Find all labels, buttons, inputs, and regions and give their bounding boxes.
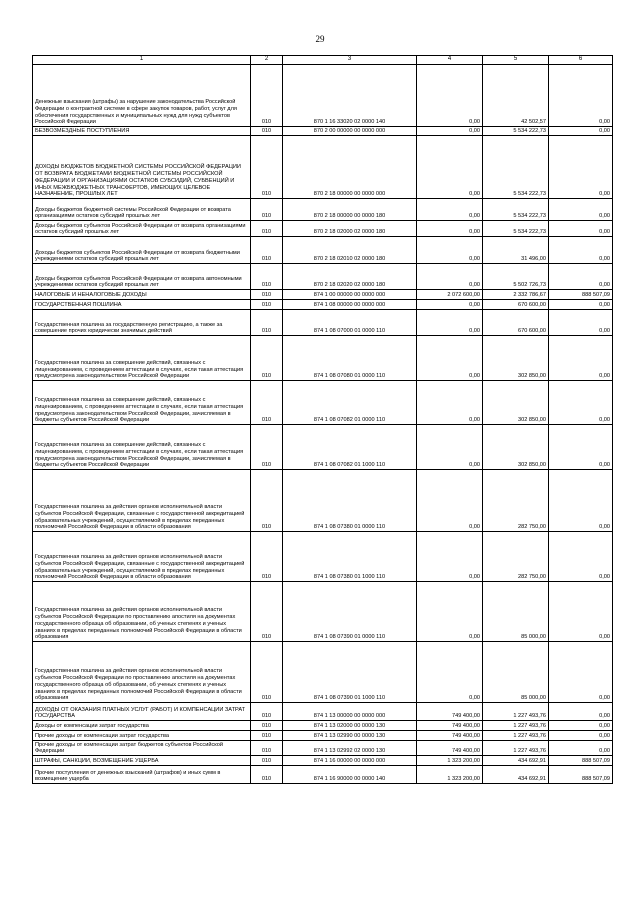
row-column-6-value: 0,00: [549, 127, 613, 136]
row-budget-code: 874 1 08 07082 01 0000 110: [283, 381, 417, 425]
row-name: Прочие доходы от компенсации затрат государства: [33, 731, 251, 741]
row-column-5-value: 1 227 493,76: [483, 741, 549, 756]
column-header: 6: [549, 56, 613, 65]
row-column-6-value: 888 507,09: [549, 756, 613, 766]
row-column-4-value: 0,00: [417, 642, 483, 703]
row-name: Государственная пошлина за совершение действий, связанных с лицензированием, с проведением аттестации в случаях, если такая аттестация предусмотрена законодательством Российской Федерации: [33, 336, 251, 381]
row-line-code: 010: [251, 300, 283, 310]
row-line-code: 010: [251, 264, 283, 290]
row-column-4-value: 2 072 600,00: [417, 290, 483, 300]
row-column-4-value: 749 400,00: [417, 721, 483, 731]
row-column-6-value: 0,00: [549, 381, 613, 425]
row-column-5-value: 5 534 222,73: [483, 221, 549, 237]
row-line-code: 010: [251, 741, 283, 756]
row-budget-code: 874 1 08 07080 01 0000 110: [283, 336, 417, 381]
row-line-code: 010: [251, 642, 283, 703]
row-line-code: 010: [251, 381, 283, 425]
row-column-4-value: 749 400,00: [417, 731, 483, 741]
row-line-code: 010: [251, 136, 283, 199]
row-name: Доходы бюджетов субъектов Российской Федерации от возврата организациями остатков субсидий прошлых лет: [33, 221, 251, 237]
row-column-4-value: 0,00: [417, 65, 483, 127]
row-budget-code: 874 1 16 90000 00 0000 140: [283, 766, 417, 784]
row-budget-code: 874 1 08 07390 01 0000 110: [283, 582, 417, 642]
row-column-6-value: 0,00: [549, 136, 613, 199]
row-column-5-value: 1 227 493,76: [483, 703, 549, 721]
row-budget-code: 874 1 13 02000 00 0000 130: [283, 721, 417, 731]
row-column-4-value: 749 400,00: [417, 741, 483, 756]
row-budget-code: 874 1 08 07380 01 0000 110: [283, 470, 417, 532]
row-name: Доходы бюджетов бюджетной системы Российской Федерации от возврата организациями остатков субсидий прошлых лет: [33, 199, 251, 221]
row-column-4-value: 0,00: [417, 381, 483, 425]
table-row: [33, 127, 613, 136]
row-column-6-value: 0,00: [549, 470, 613, 532]
row-line-code: 010: [251, 425, 283, 470]
table-row: [33, 766, 613, 784]
row-line-code: 010: [251, 221, 283, 237]
table-row: [33, 136, 613, 199]
row-budget-code: 874 1 08 07390 01 1000 110: [283, 642, 417, 703]
row-name: Доходы бюджетов субъектов Российской Федерации от возврата автономными учреждениями остатков субсидий прошлых лет: [33, 264, 251, 290]
row-column-5-value: 5 534 222,73: [483, 127, 549, 136]
row-name: Прочие доходы от компенсации затрат бюджетов субъектов Российской Федерации: [33, 741, 251, 756]
table-row: [33, 221, 613, 237]
row-line-code: 010: [251, 582, 283, 642]
row-name: Государственная пошлина за действия органов исполнительной власти субъектов Российской Федерации, связанные с государственной аккредитацией образовательных учреждений, осуществляемой в пределах переданных полномочий Российской Федерации в области образования: [33, 470, 251, 532]
column-header: 2: [251, 56, 283, 65]
row-column-4-value: 1 323 200,00: [417, 756, 483, 766]
table-row: [33, 264, 613, 290]
row-name: Государственная пошлина за действия органов исполнительной власти субъектов Российской Федерации, связанные с государственной аккредитацией образовательных учреждений, осуществляемой в пределах переданных полномочий Российской Федерации в области образования: [33, 532, 251, 582]
row-column-4-value: 0,00: [417, 199, 483, 221]
row-budget-code: 874 1 13 00000 00 0000 000: [283, 703, 417, 721]
column-header: 3: [283, 56, 417, 65]
row-column-5-value: 434 692,91: [483, 766, 549, 784]
row-column-5-value: 85 000,00: [483, 642, 549, 703]
row-column-6-value: 0,00: [549, 199, 613, 221]
row-budget-code: 874 1 13 02990 00 0000 130: [283, 731, 417, 741]
row-budget-code: 874 1 08 07000 01 0000 110: [283, 310, 417, 336]
row-column-6-value: 0,00: [549, 221, 613, 237]
row-column-5-value: 1 227 493,76: [483, 731, 549, 741]
row-column-5-value: 670 600,00: [483, 310, 549, 336]
table-row: [33, 65, 613, 127]
row-column-4-value: 0,00: [417, 532, 483, 582]
table-row: [33, 642, 613, 703]
row-column-4-value: 0,00: [417, 310, 483, 336]
row-name: БЕЗВОЗМЕЗДНЫЕ ПОСТУПЛЕНИЯ: [33, 127, 251, 136]
row-line-code: 010: [251, 532, 283, 582]
row-name: ШТРАФЫ, САНКЦИИ, ВОЗМЕЩЕНИЕ УЩЕРБА: [33, 756, 251, 766]
row-column-4-value: 1 323 200,00: [417, 766, 483, 784]
row-column-4-value: 0,00: [417, 127, 483, 136]
column-header: 5: [483, 56, 549, 65]
row-column-6-value: 0,00: [549, 741, 613, 756]
table-row: [33, 721, 613, 731]
table-row: [33, 470, 613, 532]
row-line-code: 010: [251, 756, 283, 766]
row-line-code: 010: [251, 470, 283, 532]
row-column-4-value: 0,00: [417, 336, 483, 381]
row-line-code: 010: [251, 65, 283, 127]
row-line-code: 010: [251, 310, 283, 336]
row-column-6-value: 0,00: [549, 300, 613, 310]
row-column-5-value: 434 692,91: [483, 756, 549, 766]
row-name: ДОХОДЫ БЮДЖЕТОВ БЮДЖЕТНОЙ СИСТЕМЫ РОССИЙСКОЙ ФЕДЕРАЦИИ ОТ ВОЗВРАТА БЮДЖЕТАМИ БЮДЖЕТНОЙ СИСТЕМЫ РОССИЙСКОЙ ФЕДЕРАЦИИ И ОРГАНИЗАЦИЯМИ ОСТАТКОВ СУБСИДИЙ, СУБВЕНЦИЙ И ИНЫХ МЕЖБЮДЖЕТНЫХ ТРАНСФЕРТОВ, ИМЕЮЩИХ ЦЕЛЕВОЕ НАЗНАЧЕНИЕ, ПРОШЛЫХ ЛЕТ: [33, 136, 251, 199]
row-budget-code: 874 1 08 00000 00 0000 000: [283, 300, 417, 310]
row-line-code: 010: [251, 199, 283, 221]
row-column-4-value: 0,00: [417, 300, 483, 310]
row-column-6-value: 888 507,09: [549, 766, 613, 784]
row-line-code: 010: [251, 336, 283, 381]
table-row: [33, 381, 613, 425]
row-column-5-value: 1 227 493,76: [483, 721, 549, 731]
row-column-4-value: 0,00: [417, 237, 483, 264]
row-name: НАЛОГОВЫЕ И НЕНАЛОГОВЫЕ ДОХОДЫ: [33, 290, 251, 300]
table-row: [33, 741, 613, 756]
row-column-5-value: 282 750,00: [483, 470, 549, 532]
row-column-5-value: 42 502,57: [483, 65, 549, 127]
row-name: Доходы бюджетов субъектов Российской Федерации от возврата бюджетными учреждениями остатков субсидий прошлых лет: [33, 237, 251, 264]
row-column-6-value: 0,00: [549, 582, 613, 642]
row-column-6-value: 0,00: [549, 336, 613, 381]
row-column-6-value: 0,00: [549, 642, 613, 703]
row-column-5-value: 670 600,00: [483, 300, 549, 310]
row-column-5-value: 302 850,00: [483, 381, 549, 425]
row-name: Доходы от компенсации затрат государства: [33, 721, 251, 731]
row-line-code: 010: [251, 731, 283, 741]
row-name: Государственная пошлина за действия органов исполнительной власти субъектов Российской Федерации по проставлению апостиля на документах государственного образца об образовании, об ученых степенях и ученых званиях в пределах переданных полномочий Российской Федерации в области образования: [33, 642, 251, 703]
table-row: [33, 425, 613, 470]
row-column-6-value: 0,00: [549, 532, 613, 582]
row-column-4-value: 0,00: [417, 582, 483, 642]
row-budget-code: 874 1 16 00000 00 0000 000: [283, 756, 417, 766]
table-header-row: [33, 56, 613, 65]
row-column-5-value: 5 534 222,73: [483, 199, 549, 221]
row-budget-code: 870 2 00 00000 00 0000 000: [283, 127, 417, 136]
row-budget-code: 870 2 18 02020 02 0000 180: [283, 264, 417, 290]
row-name: ГОСУДАРСТВЕННАЯ ПОШЛИНА: [33, 300, 251, 310]
row-column-6-value: 888 507,09: [549, 290, 613, 300]
row-column-4-value: 0,00: [417, 470, 483, 532]
column-header: 4: [417, 56, 483, 65]
row-column-4-value: 0,00: [417, 264, 483, 290]
row-name: Государственная пошлина за совершение действий, связанных с лицензированием, с проведением аттестации в случаях, если такая аттестация предусмотрена законодательством Российской Федерации, зачисляемая в бюджеты субъектов Российской Федерации: [33, 425, 251, 470]
row-column-5-value: 5 534 222,73: [483, 136, 549, 199]
row-column-6-value: 0,00: [549, 65, 613, 127]
row-column-5-value: 302 850,00: [483, 425, 549, 470]
row-column-6-value: 0,00: [549, 425, 613, 470]
row-column-5-value: 31 496,00: [483, 237, 549, 264]
row-column-4-value: 0,00: [417, 425, 483, 470]
row-name: Денежные взыскания (штрафы) за нарушение законодательства Российской Федерации о контрактной системе в сфере закупок товаров, работ, услуг для обеспечения государственных и муниципальных нужд для нужд субъектов Российской Федерации: [33, 65, 251, 127]
table-row: [33, 290, 613, 300]
row-column-6-value: 0,00: [549, 703, 613, 721]
table-row: [33, 756, 613, 766]
row-column-5-value: 282 750,00: [483, 532, 549, 582]
table-row: [33, 731, 613, 741]
row-column-5-value: 5 502 726,73: [483, 264, 549, 290]
row-name: Государственная пошлина за государственную регистрацию, а также за совершение прочих юридически значимых действий: [33, 310, 251, 336]
table-row: [33, 532, 613, 582]
table-row: [33, 582, 613, 642]
row-column-4-value: 0,00: [417, 136, 483, 199]
row-column-6-value: 0,00: [549, 310, 613, 336]
row-budget-code: 870 2 18 00000 00 0000 180: [283, 199, 417, 221]
row-budget-code: 870 2 18 02010 02 0000 180: [283, 237, 417, 264]
table-row: [33, 703, 613, 721]
row-name: Государственная пошлина за действия органов исполнительной власти субъектов Российской Федерации по проставлению апостиля на документах государственного образца об образовании, об ученых степенях и ученых званиях в пределах переданных полномочий Российской Федерации в области образования: [33, 582, 251, 642]
row-budget-code: 870 2 18 00000 00 0000 000: [283, 136, 417, 199]
row-line-code: 010: [251, 290, 283, 300]
table-row: [33, 300, 613, 310]
table-row: [33, 237, 613, 264]
page-number: 29: [315, 34, 325, 44]
row-budget-code: 870 1 16 33020 02 0000 140: [283, 65, 417, 127]
row-name: Прочие поступления от денежных взысканий (штрафов) и иных сумм в возмещение ущерба: [33, 766, 251, 784]
row-line-code: 010: [251, 766, 283, 784]
column-header: 1: [33, 56, 251, 65]
row-column-4-value: 0,00: [417, 221, 483, 237]
row-line-code: 010: [251, 237, 283, 264]
row-column-6-value: 0,00: [549, 721, 613, 731]
table-row: [33, 199, 613, 221]
row-budget-code: 874 1 08 07380 01 1000 110: [283, 532, 417, 582]
table-row: [33, 310, 613, 336]
row-column-6-value: 0,00: [549, 264, 613, 290]
table-row: [33, 336, 613, 381]
row-column-6-value: 0,00: [549, 731, 613, 741]
row-budget-code: 874 1 00 00000 00 0000 000: [283, 290, 417, 300]
row-column-5-value: 302 850,00: [483, 336, 549, 381]
row-column-4-value: 749 400,00: [417, 703, 483, 721]
row-budget-code: 874 1 08 07082 01 1000 110: [283, 425, 417, 470]
row-column-5-value: 85 000,00: [483, 582, 549, 642]
row-line-code: 010: [251, 127, 283, 136]
row-line-code: 010: [251, 703, 283, 721]
row-line-code: 010: [251, 721, 283, 731]
row-column-6-value: 0,00: [549, 237, 613, 264]
row-budget-code: 870 2 18 02000 02 0000 180: [283, 221, 417, 237]
row-budget-code: 874 1 13 02992 02 0000 130: [283, 741, 417, 756]
row-name: Государственная пошлина за совершение действий, связанных с лицензированием, с проведением аттестации в случаях, если такая аттестация предусмотрена законодательством Российской Федерации, зачисляемая в бюджеты субъектов Российской Федерации: [33, 381, 251, 425]
report-table: [32, 55, 613, 784]
row-column-5-value: 2 332 786,67: [483, 290, 549, 300]
row-name: ДОХОДЫ ОТ ОКАЗАНИЯ ПЛАТНЫХ УСЛУГ (РАБОТ) И КОМПЕНСАЦИИ ЗАТРАТ ГОСУДАРСТВА: [33, 703, 251, 721]
